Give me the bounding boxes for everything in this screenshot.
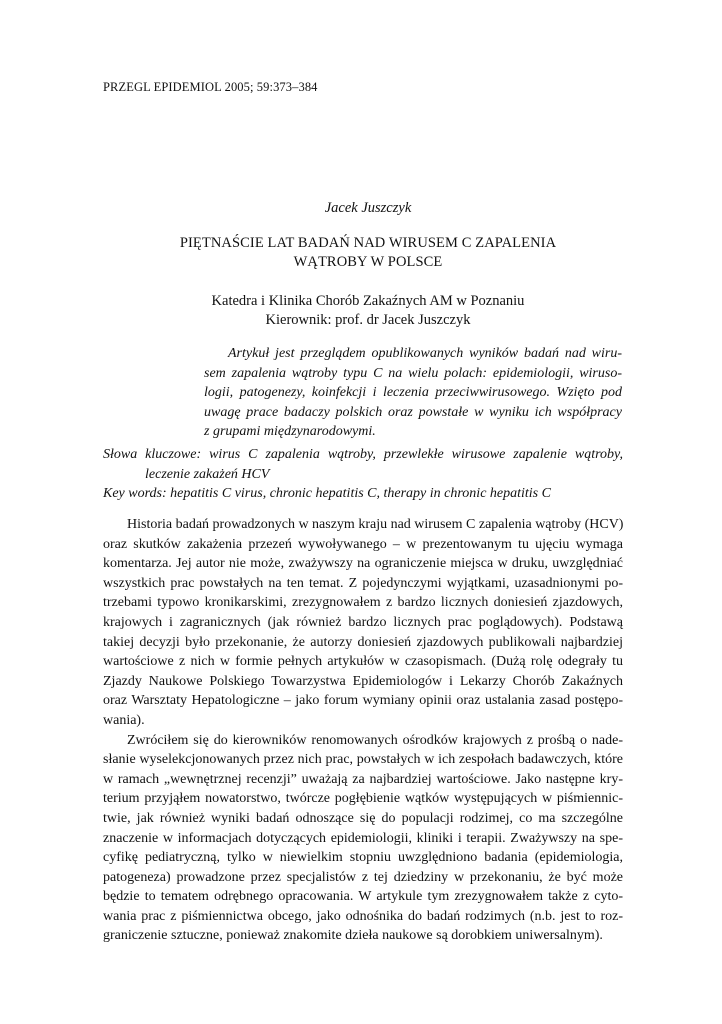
paragraph-1-line: wania). — [103, 712, 145, 728]
journal-reference: PRZEGL EPIDEMIOL 2005; 59:373–384 — [103, 80, 318, 94]
body-text — [103, 515, 623, 946]
abstract-line: uwagę prace badaczy polskich oraz powstałe w wyniku ich współpracy — [204, 404, 622, 420]
paragraph-2-line: wania prac z piśmiennictwa obcego, jako odnośnika do badań rodzimych (n.b. jest to roz- — [103, 908, 623, 924]
paragraph-1-line: krajowych i zagranicznych (jak również bardzo licznych prac poglądowych). Podstawą — [103, 614, 623, 630]
paragraph-2-line: znaczenie w informacjach dotyczących epidemiologii, kliniki i terapii. Zważywszy na spe- — [103, 830, 623, 846]
author-name-text: Jacek Juszczyk — [324, 200, 412, 216]
abstract-line: Artykuł jest przeglądem opublikowanych wyników badań nad wiru- — [228, 346, 622, 361]
paragraph-1-line: Historia badań prowadzonych w naszym kraju nad wirusem C zapalenia wątroby (HCV) — [127, 517, 624, 532]
paragraph-1-line: Zjazdy Naukowe Polskiego Towarzystwa Epidemiologów i Lekarzy Chorób Zakaźnych — [103, 673, 623, 689]
abstract-line: z grupami międzynarodowymi. — [204, 424, 376, 440]
title-line-2: WĄTROBY W POLSCE — [293, 254, 443, 270]
paragraph-2-line: słanie wyselekcjonowanych przez nich prac, powstałych w ich zespołach badawczych, które — [103, 752, 623, 768]
paragraph-1-line: wszystkich prac powstałych na ten temat. Z pojedynczymi wyjątkami, uzasadnionymi po- — [103, 575, 623, 591]
author-name — [0, 200, 722, 217]
title-line-1: PIĘTNAŚCIE LAT BADAŃ NAD WIRUSEM C ZAPALENIA — [179, 235, 557, 251]
paragraph-2-line: twie, jak również wyniki badań odnoszące się do populacji rodzimej, co ma szczególne — [103, 810, 623, 826]
paragraph-2-line: patogeneza) prowadzone przez specjalistów z tej dziedziny w przekonaniu, że być może — [103, 869, 623, 885]
paragraph-2-line: w ramach „wewnętrznej recenzji” uważają za najbardziej wartościowe. Jako następne kry- — [103, 771, 623, 787]
affiliation-line-2: Kierownik: prof. dr Jacek Juszczyk — [265, 312, 471, 328]
paragraph-1-line: oraz Warsztaty Hepatologiczne – jako forum wymiany opinii oraz ustalania zasad postępo- — [103, 693, 623, 709]
paragraph-2-line: będzie to tematem odrębnego opracowania. W artykule tym zrezygnowałem także z cyto- — [103, 889, 623, 905]
keywords — [103, 445, 623, 504]
affiliation-line-1: Katedra i Klinika Chorób Zakaźnych AM w Poznaniu — [211, 293, 525, 309]
paragraph-1-line: komentarza. Jej autor nie może, zważywszy na ograniczenie miejsca w druku, uwzględniać — [103, 556, 623, 572]
abstract — [204, 344, 622, 442]
paragraph-2-line: graniczenie sztuczne, ponieważ znakomite dzieła naukowe są dorobkiem uniwersalnym). — [103, 928, 603, 944]
paragraph-1-line: wartościowe z nich w formie pełnych artykułów w czasopismach. (Dużą rolę odegrały tu — [103, 654, 623, 670]
keywords-english: Key words: hepatitis C virus, chronic hepatitis C, therapy in chronic hepatitis C — [103, 486, 551, 502]
paragraph-1-line: takiej decyzji było przekonanie, że autorzy doniesień zjazdowych publikowali najbardziej — [103, 634, 623, 650]
keywords-polish-line-1: Słowa kluczowe: wirus C zapalenia wątroby, przewlekłe wirusowe zapalenie wątroby, — [103, 447, 623, 462]
abstract-line: logii, patogenezy, koinfekcji i leczenia przeciwwirusowego. Wzięto pod — [204, 385, 622, 401]
article-title — [150, 234, 586, 272]
paragraph-2-line: cyfikę pediatryczną, tylko w niewielkim stopniu uwzględniono badania (epidemiologia, — [103, 850, 623, 866]
paragraph-2-line: terium przyjąłem nowatorstwo, twórcze pogłębienie wątków występujących w piśmiennic- — [103, 791, 623, 807]
affiliation — [150, 292, 586, 330]
paragraph-1-line: oraz skutków zakażenia przezeń wywoływanego – w prezentowanym tu ujęciu wymaga — [103, 536, 623, 552]
keywords-polish-line-2: leczenie zakażeń HCV — [145, 466, 270, 482]
paragraph-1-line: trzebami typowo kronikarskimi, zrezygnowałem z bardzo licznych doniesień zjazdowych, — [103, 595, 623, 611]
paragraph-2-line: Zwróciłem się do kierowników renomowanych ośrodków krajowych z prośbą o nade- — [127, 732, 623, 748]
abstract-line: sem zapalenia wątroby typu C na wielu polach: epidemiologii, wiruso- — [204, 365, 622, 381]
